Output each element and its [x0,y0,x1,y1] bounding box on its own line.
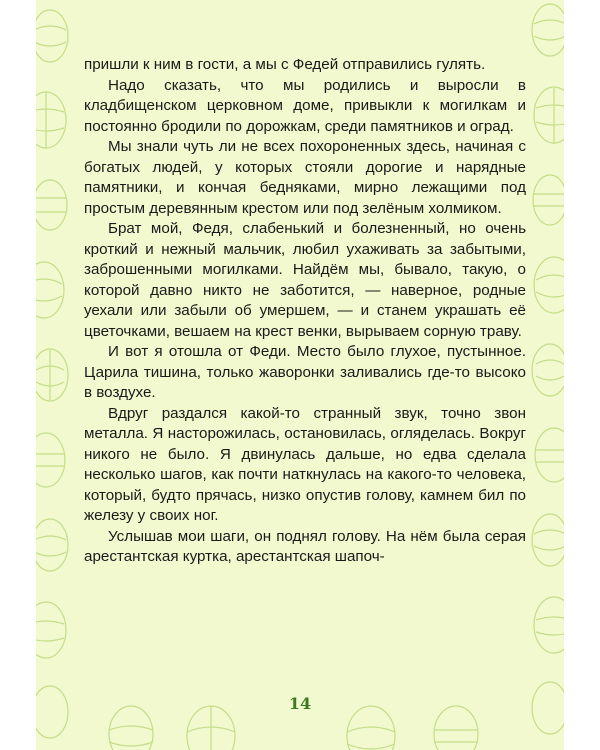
paragraph-1: пришли к ним в гости, а мы с Федей отправились гулять. [84,56,486,73]
paragraph-7: Услышав мои шаги, он поднял голову. На нём была серая арестантская куртка, арестантская шапоч- [84,527,526,565]
paragraph-3: Мы знали чуть ли не всех похороненных здесь, начиная с богатых людей, у которых стояли дорогие и нарядные памятники, и кончая бедняками, мирно лежащими под простым деревянным крестом или под зелёным холмиком. [84,138,526,217]
paragraph-6: Вдруг раздался какой-то странный звук, точно звон металла. Я насторожилась, остановилась, огляделась. Вокруг никого не было. Я двинулась дальше, но едва сделала несколько шагов, как почти наткнулась на какого-то человека, который, будто прячась, низко опустив голову, камнем бил по железу у своих ног. [84,404,526,524]
page-number: 14 [288,694,312,713]
left-egg-border [36,0,80,750]
story-text [84,55,526,568]
paragraph-5: И вот я отошла от Феди. Место было глухое, пустынное. Царила тишина, только жаворонки заливались где-то высоко в воздухе. [84,343,526,401]
book-page [36,0,564,750]
paragraph-4: Брат мой, Федя, слабенький и болезненный, но очень кроткий и нежный мальчик, любил ухаживать за забытыми, заброшенными могилками. Найдём мы, бывало, такую, о которой давно никто не заботится, — наверное, родные уехали или забыли об умершем, — и станем украшать её цветочками, вешаем на крест венки, вырываем сорную траву. [84,220,526,340]
paragraph-2: Надо сказать, что мы родились и выросли в кладбищенском церковном доме, привыкли к могилкам и постоянно бродили по дорожкам, среди памятников и оград. [84,76,526,135]
right-egg-border [520,0,564,750]
